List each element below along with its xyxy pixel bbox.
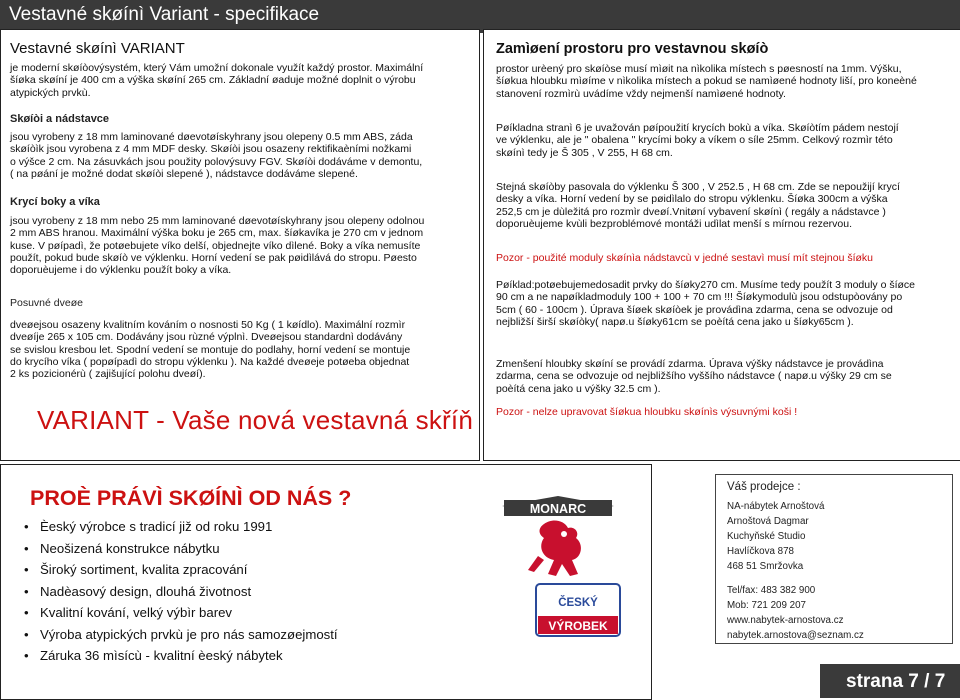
covers-text	[10, 215, 475, 276]
monarc-brand-badge	[502, 496, 614, 516]
list-item-label: Kvalitní kování, velký výbìr barev	[40, 605, 233, 620]
warning-modules: Pozor - použité moduly skøínìa nádstavcù v jedné sestavì musí mít stejnou šíøku	[496, 252, 874, 264]
monarc-czech-product-logo	[498, 478, 688, 668]
brand-name: MONARC	[529, 502, 587, 516]
list-item	[24, 538, 338, 560]
promo-title: PROÈ PRÁVÌ SKØÍNÌ OD NÁS ?	[30, 486, 352, 510]
text-line: 2 mm ABS hranou. Maximální výška boku je 265 cm, max. šíøkavíka je 270 cm v jednom	[10, 227, 424, 240]
bullet-icon: •	[24, 562, 29, 577]
list-item-label: Široký sortiment, kvalita zpracování	[40, 562, 248, 577]
right-heading: Zamìøení prostoru pro vestavnou skøíò	[496, 41, 769, 57]
warning-baskets: Pozor - nelze upravovat šíøkua hloubku skøínìs výsuvnými koši !	[496, 406, 798, 418]
dealer-contact-card	[715, 474, 953, 644]
text-line: Zmenšení hloubky skøíní se provádí zdarma. Úprava výšky nádstavce je provádìna	[496, 358, 884, 370]
page-number: strana 7 / 7	[846, 671, 946, 692]
section-heading-covers: Krycí boky a víka	[10, 196, 100, 208]
text-line: ve výklenku, ale je " obalena " krycími boky a víkem o síle 25mm. Celkový rozmìr této	[496, 134, 893, 147]
bullet-icon: •	[24, 648, 29, 663]
lion-icon	[528, 521, 581, 576]
list-item	[24, 516, 338, 538]
text-line: 90 cm a ne napøíkladmoduly 100 + 100 + 70 cm !!! Šíøkymodulù jsou odstupòovány po	[496, 291, 903, 304]
contact-line: 468 51 Smržovka	[727, 561, 804, 572]
badge-line2: VÝROBEK	[548, 619, 608, 633]
text-line: doporuèujeme i do výklenku použít boky a víka.	[10, 264, 232, 277]
text-line: jsou vyrobeny z 18 mm laminované døevotøískyhrany jsou olepeny 0.5 mm ABS, záda	[10, 131, 413, 143]
list-item-label: Výroba atypických prvkù je pro nás samozøejmostí	[40, 626, 338, 642]
text-line: desky a víka. Horní vedení by se pøidìlalo do stropu výklenku. Šíøka 300cm a výška	[496, 193, 888, 206]
text-line: 5cm ( 60 - 100cm ). Úprava šíøek skøíòek je provádìna zdarma, cena se odvozuje od	[496, 303, 893, 316]
page-footer	[820, 664, 960, 698]
bullet-icon: •	[24, 626, 29, 642]
bullet-icon: •	[24, 519, 29, 534]
section-heading-doors: Posuvné dveøe	[10, 297, 83, 309]
text-line: nejbližší širší skøíòky( napø.u šíøky61cm se poèítá cena jako u šíøky65cm ).	[496, 315, 854, 328]
contact-mobile[interactable]: Mob: 721 209 207	[727, 600, 806, 611]
doors-text	[10, 319, 475, 380]
text-line: šíøkua hloubku mìøíme v nìkolika místech a pokud se namìøené hodnoty liší, pro koneèné	[496, 75, 917, 88]
contact-email-link[interactable]: nabytek.arnostova@seznam.cz	[727, 630, 864, 641]
text-line: se svislou kresbou let. Spodní vedení se montuje do podlahy, horní vedení se montuje	[10, 343, 411, 356]
list-item	[24, 602, 338, 624]
contact-line: NA-nábytek Arnoštová	[727, 501, 825, 512]
text-line: Pøíklad:potøebujemedosadit prvky do šíøky270 cm. Musíme tedy použít 3 moduly o šíøce	[496, 279, 916, 291]
bullet-icon: •	[24, 605, 29, 620]
text-line: skøíòìk jsou vyrobena z 4 mm MDF desky. Skøíòi jsou osazeny rektifikaèními nožkami	[10, 143, 412, 156]
text-line: 252,5 cm je dùležitá pro rozmìr dveøí.Vnitøní vybavení skøínì ( regály a nádstavce )	[496, 205, 886, 218]
contact-phone: Tel/fax: 483 382 900	[727, 585, 816, 596]
list-item	[24, 559, 338, 581]
width-example-text	[496, 279, 956, 328]
contact-line: Havlíčkova 878	[727, 546, 794, 557]
text-line: do krycího víka ( popøípadì do stropu výklenku ). Na každé dveøeje potøeba objednat	[10, 355, 410, 368]
list-item-label: Èeský výrobce s tradicí již od roku 1991	[40, 519, 273, 534]
intro-line: je moderní skøíòovýsystém, který Vám umožní dokonale využít každý prostor. Maximální	[10, 62, 424, 74]
text-line: stanovení rozmìrù uvádíme vždy nejmenší namìøené hodnoty.	[496, 87, 786, 100]
text-line: dveøejsou osazeny kvalitním kováním o nosnosti 50 Kg ( 1 køídlo). Maximální rozmìr	[10, 319, 406, 331]
variant-slogan: VARIANT - Vaše nová vestavná skříň	[37, 405, 473, 435]
list-item-label: Nadèasový design, dlouhá životnost	[40, 583, 252, 599]
page-title: Vestavné skøínì Variant - specifikace	[9, 4, 320, 25]
niche-text	[496, 181, 956, 230]
text-line: prostor urèený pro skøíòse musí mìøit na nìkolika místech s pøesností na 1mm. Výšku,	[496, 63, 902, 75]
depth-text	[496, 358, 956, 395]
text-line: dveøíje 265 x 105 cm. Dodávány jsou rùzné výplnì. Dveøejsou standardnì dodávány	[10, 331, 403, 344]
text-line: použít, pokud bude skøíò ve výklenku. Horní vedení se pak pøidìlává do stropu. Pøesto	[10, 251, 417, 264]
badge-line1: ČESKÝ	[558, 597, 598, 609]
benefits-list	[24, 516, 338, 667]
list-item	[24, 624, 338, 646]
left-heading: Vestavné skøínì VARIANT	[10, 40, 185, 57]
cabinets-text	[10, 131, 475, 180]
text-line: Pøíkladna stranì 6 je uvažován pøípoužití krycích bokù a víka. Skøíòtím pádem nestojí	[496, 122, 899, 134]
contact-line: Kuchyňské Studio	[727, 531, 806, 542]
text-line: jsou vyrobeny z 18 mm nebo 25 mm laminované døevotøískyhrany jsou olepeny odolnou	[10, 215, 425, 227]
intro-line: šíøka skøíní je 400 cm a výška skøíní 265 cm. Základní øaduje možné doplnit o výrobu	[10, 74, 416, 87]
intro-text	[10, 62, 475, 99]
measure-text	[496, 63, 956, 100]
text-line: zdarma, cena se odvozuje od nejbližšího vyššího nádstavce ( napø.u výšky 29 cm se	[496, 370, 892, 383]
example-text	[496, 122, 956, 159]
text-line: 2 ks pozicionérù ( zajišující polohu dveøí).	[10, 368, 206, 381]
bullet-icon: •	[24, 583, 29, 599]
text-line: doporuèujeme kvùli bezproblémové montáži udìlat menší s mírnou rezervou.	[496, 217, 853, 230]
section-heading-cabinets: Skøíòi a nádstavce	[10, 113, 110, 125]
list-item-label: Neošizená konstrukce nábytku	[40, 540, 220, 556]
text-line: Stejná skøíòby pasovala do výklenku Š 300 , V 252.5 , H 68 cm. Zde se nepoužijí krycí	[496, 181, 900, 193]
contact-heading: Váš prodejce :	[727, 481, 801, 493]
text-line: poèítá cena jako u výšky 32.5 cm ).	[496, 382, 661, 395]
contact-line: Arnoštová Dagmar	[727, 516, 809, 527]
text-line: skøínì tedy je Š 305 , V 255, H 68 cm.	[496, 146, 673, 159]
czech-product-badge	[536, 584, 620, 636]
text-line: ( na pøání je možné dodat skøíòi slepené ), nádstavce dodáváme slepené.	[10, 167, 358, 180]
bullet-icon: •	[24, 540, 29, 556]
list-item	[24, 581, 338, 603]
intro-line: atypických prvkù.	[10, 86, 91, 99]
list-item	[24, 645, 338, 667]
text-line: o výšce 2 cm. Na zásuvkách jsou použity polovýsuvy FGV. Skøíòi dodáváme v demontu,	[10, 155, 423, 168]
contact-website-link[interactable]: www.nabytek-arnostova.cz	[727, 615, 844, 626]
list-item-label: Záruka 36 mìsícù - kvalitní èeský nábytek	[40, 648, 283, 663]
text-line: kuse. V pøípadì, že potøebujete víko delší, objednejte víko dìlené. Boky a víka nemusíte	[10, 239, 421, 252]
